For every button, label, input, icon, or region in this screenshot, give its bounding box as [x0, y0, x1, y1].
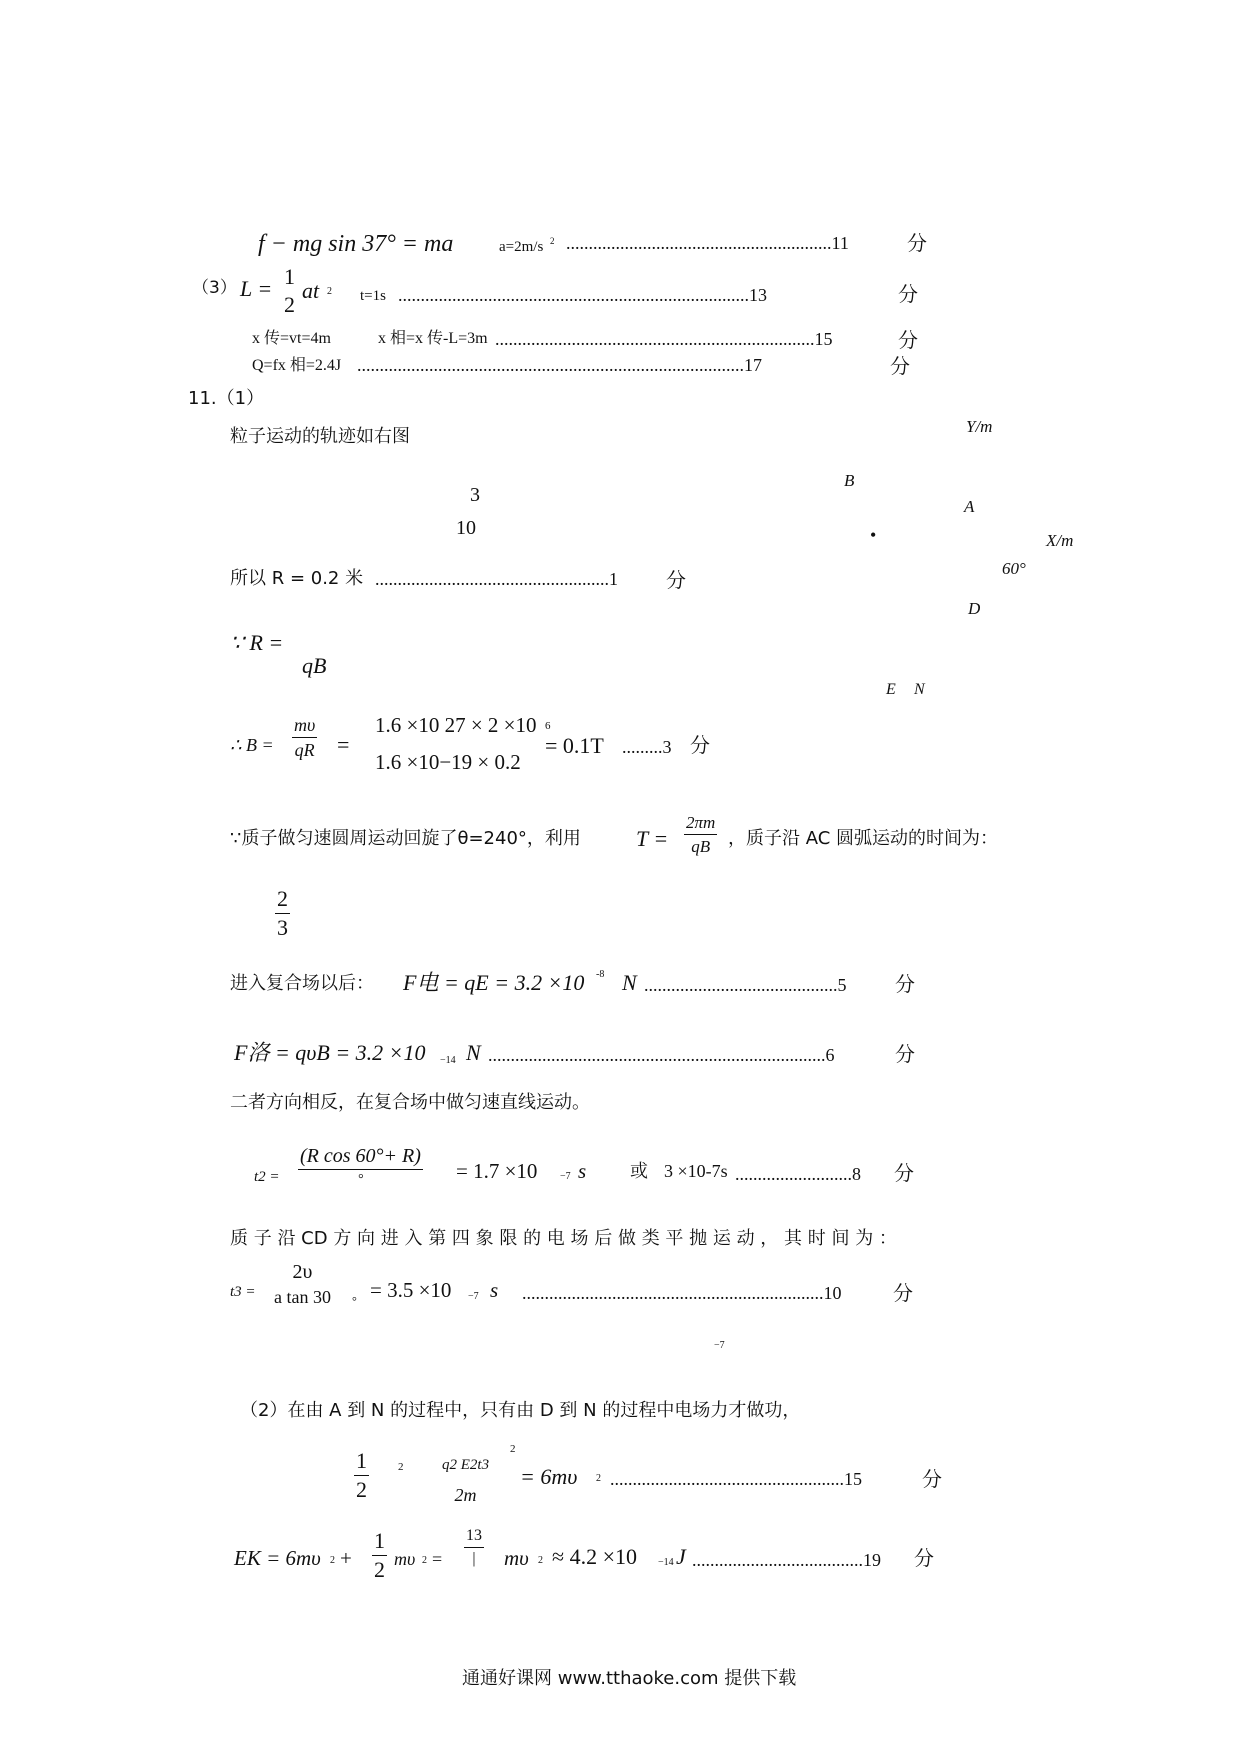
b-score: 分: [690, 733, 710, 757]
q2-num: q2 E2t3: [442, 1457, 490, 1473]
t3-den: a tan 30: [274, 1287, 331, 1307]
center-dot: •: [870, 525, 877, 545]
b-fraction: [292, 716, 317, 759]
radius-denominator: qB: [302, 653, 327, 678]
half-den: 2: [284, 292, 295, 317]
b-numerator-2: 1.6 ×10 27 × 2 ×10: [375, 713, 537, 737]
t2-result: = 1.7 ×10: [456, 1159, 538, 1183]
part2-score: 分: [922, 1467, 942, 1491]
t3-fraction: [274, 1262, 331, 1306]
two-thirds-num: 2: [277, 886, 288, 911]
two-thirds-den: 3: [277, 915, 288, 940]
acceleration-result: a=2m/s: [499, 239, 544, 255]
lorentz-force-formula: F洛 = qυB = 3.2 ×10: [234, 1040, 426, 1065]
kinetic-energy-lhs-sup: 2: [330, 1555, 335, 1566]
b-numerator-sup: 6: [545, 720, 551, 732]
x-axis-label: X/m: [1046, 531, 1074, 550]
thirteen-num: 13: [466, 1527, 482, 1544]
b-denominator-2: 1.6 ×10−19 × 0.2: [375, 750, 521, 774]
time-result: t=1s: [360, 288, 386, 304]
t2-exp: −7: [560, 1171, 571, 1182]
t2-label: t2 =: [254, 1169, 280, 1185]
line1-score: 分: [907, 231, 927, 255]
electric-force-unit: N: [622, 970, 637, 995]
t2-den: °: [357, 1172, 364, 1187]
radius-score: 分: [666, 568, 686, 592]
period-den: qB: [691, 837, 711, 856]
heat-formula: Q=fx 相=2.4J: [252, 357, 342, 374]
kinetic-unit: J: [676, 1544, 686, 1569]
lorentz-force-score: 分: [895, 1042, 915, 1066]
y-axis-label: Y/m: [966, 417, 993, 436]
t2-num: (R cos 60°+ R): [300, 1145, 421, 1167]
t3-score: 分: [893, 1281, 913, 1305]
half-num: 1: [284, 264, 295, 289]
half-fraction: [282, 266, 297, 316]
point-b-label: B: [844, 471, 855, 490]
lorentz-force-exp: −14: [440, 1055, 456, 1066]
kinetic-exp: −14: [658, 1557, 674, 1568]
t2-alternative: 3 ×10-7s: [664, 1161, 728, 1181]
line2-dots: ..............................................................................13: [398, 285, 767, 305]
line1-dots: ...........................................................11: [566, 233, 849, 253]
t3-exp: −7: [468, 1291, 479, 1302]
part2-half-num: 1: [356, 1448, 367, 1473]
radius-dots: ....................................................1: [375, 569, 618, 589]
b-result: = 0.1T: [545, 733, 604, 758]
acceleration-sup: 2: [550, 236, 555, 246]
thirteen-fraction: [464, 1528, 484, 1567]
part2-dots: ....................................................15: [610, 1469, 862, 1489]
radius-formula: ∵ R =: [230, 630, 284, 655]
friction-equation: f − mg sin 37° = ma: [258, 231, 454, 257]
part2-result-sup: 2: [596, 1473, 601, 1484]
period-num: 2πm: [686, 813, 716, 832]
kinetic-result: ≈ 4.2 ×10: [552, 1544, 637, 1569]
point-a-label: A: [964, 497, 975, 516]
q2-den: 2m: [454, 1485, 477, 1505]
therefore-b: ∴ B =: [230, 735, 274, 755]
line3-score: 分: [898, 328, 918, 352]
kinetic-mv-sup: 2: [422, 1555, 427, 1566]
angle-label: 60°: [1002, 559, 1026, 578]
kinetic-mv2-sup: 2: [538, 1555, 543, 1566]
electric-force-exp: -8: [596, 969, 605, 980]
footer-text: 通通好课网 www.tthaoke.com 提供下载: [462, 1668, 797, 1689]
t2-or: 或: [630, 1161, 648, 1182]
point-n-label: N: [914, 681, 925, 698]
lorentz-force-unit: N: [466, 1040, 481, 1065]
part2-half-fraction: [354, 1450, 369, 1501]
part2-result: = 6mυ: [520, 1464, 578, 1489]
stray-exponent: −7: [714, 1340, 725, 1351]
part3-label: （3）: [192, 278, 237, 298]
b-frac-num: mυ: [294, 715, 316, 735]
part2-text: （2）在由 A 到 N 的过程中，只有由 D 到 N 的过程中电场力才做功，: [240, 1400, 801, 1421]
point-d-label: D: [968, 599, 981, 618]
kinetic-score: 分: [914, 1546, 934, 1570]
period-fraction: [684, 814, 717, 855]
kinetic-energy-plus: +: [340, 1546, 352, 1570]
t2-score: 分: [894, 1161, 914, 1185]
kinetic-half-den: 2: [374, 1557, 385, 1582]
line4-score: 分: [890, 354, 910, 378]
point-e-label: E: [886, 681, 896, 698]
t3-num: 2υ: [292, 1261, 313, 1283]
kinetic-energy-lhs: EK = 6mυ: [234, 1546, 321, 1570]
proton-text-b: ，质子沿 AC 圆弧运动的时间为：: [728, 828, 999, 849]
stray-3: 3: [470, 484, 480, 506]
t2-dots: ..........................8: [735, 1164, 861, 1184]
b-dots: .........3: [622, 737, 672, 757]
b-frac-den: qR: [294, 740, 315, 760]
x-conveyor: x 传=vt=4m: [252, 330, 331, 347]
t3-result: = 3.5 ×10: [370, 1278, 452, 1302]
problem-number: 11.（1）: [188, 388, 265, 409]
t3-degree: °: [352, 1294, 357, 1308]
kinetic-equals: =: [432, 1549, 443, 1569]
line3-dots: .......................................................................15: [495, 329, 833, 349]
t3-dots: ...................................................................10: [522, 1283, 842, 1303]
at-sup: 2: [327, 286, 332, 297]
t3-unit: s: [490, 1278, 499, 1302]
enter-field-text: 进入复合场以后：: [230, 973, 374, 994]
t2-unit: s: [578, 1159, 587, 1183]
stray-10: 10: [456, 517, 476, 539]
kinetic-mv: mυ: [394, 1549, 416, 1569]
cd-direction-text: 质 子 沿 CD 方 向 进 入 第 四 象 限 的 电 场 后 做 类 平 抛 运 动 ， 其 时 间 为 ：: [230, 1228, 897, 1249]
period-lhs: T =: [636, 826, 669, 851]
b-equals: =: [337, 732, 350, 757]
trajectory-intro: 粒子运动的轨迹如右图: [230, 426, 410, 447]
line4-dots: ......................................................................................17: [357, 355, 762, 375]
at-term: at: [302, 278, 320, 303]
kinetic-half-fraction: [372, 1530, 387, 1581]
lorentz-force-dots: ...........................................................................6: [488, 1045, 835, 1065]
part2-half-den: 2: [356, 1477, 367, 1502]
line2-score: 分: [898, 282, 918, 306]
opposite-direction-text: 二者方向相反，在复合场中做匀速直线运动。: [230, 1092, 590, 1113]
t3-label: t3 =: [230, 1284, 256, 1300]
length-lhs: L =: [240, 276, 273, 301]
part2-sup-b: 2: [510, 1443, 516, 1455]
kinetic-mv2: mυ: [504, 1546, 529, 1570]
t2-fraction: [298, 1146, 423, 1187]
electric-force-dots: ...........................................5: [644, 975, 847, 995]
proton-text-a: ∵质子做匀速圆周运动回旋了θ=240°，利用: [230, 828, 581, 849]
kinetic-dots: ......................................19: [692, 1550, 881, 1570]
kinetic-half-num: 1: [374, 1528, 385, 1553]
x-relative: x 相=x 传-L=3m: [378, 330, 488, 347]
thirteen-den: |: [472, 1550, 476, 1567]
radius-statement: 所以 R = 0.2 米: [230, 568, 364, 589]
two-thirds-fraction: [275, 888, 290, 939]
electric-force-score: 分: [895, 972, 915, 996]
q2-fraction: [440, 1458, 491, 1504]
part2-sup-a: 2: [398, 1461, 404, 1473]
electric-force-formula: F电 = qE = 3.2 ×10: [403, 970, 585, 995]
